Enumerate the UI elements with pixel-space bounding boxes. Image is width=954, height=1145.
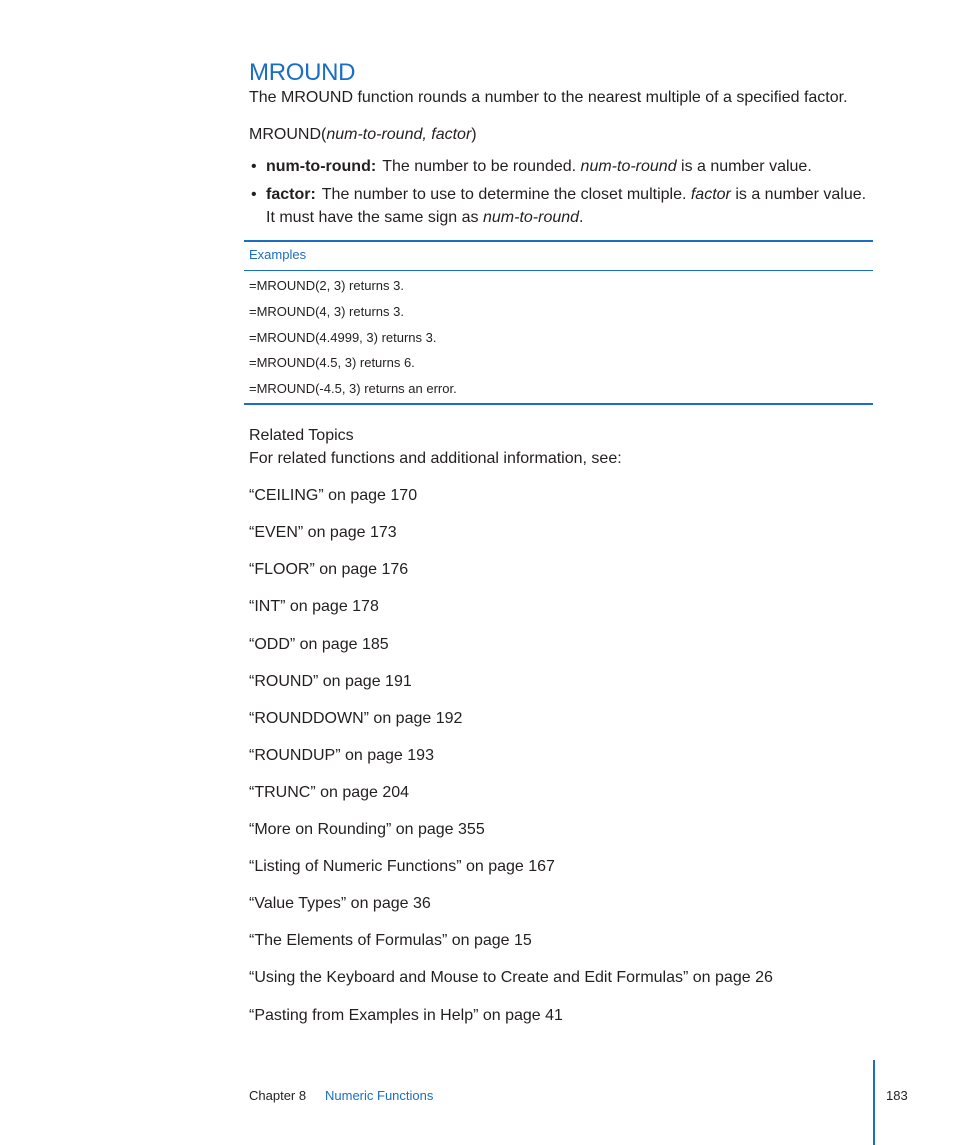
argument-list (249, 155, 869, 234)
argument-term: num-to-round: (266, 158, 377, 175)
examples-table (244, 240, 873, 405)
related-link-keyboard-mouse-formulas[interactable]: “Using the Keyboard and Mouse to Create and Edit Formulas” on page 26 (249, 969, 773, 986)
related-topics-intro: For related functions and additional information, see: (249, 450, 622, 467)
argument-italic-2: num-to-round (483, 209, 580, 226)
related-link-int[interactable]: “INT” on page 178 (249, 598, 379, 615)
footer-divider (873, 1060, 875, 1145)
related-link-odd[interactable]: “ODD” on page 185 (249, 636, 389, 653)
example-row: =MROUND(4, 3) returns 3. (249, 304, 404, 319)
argument-item-factor (249, 183, 869, 229)
related-link-round[interactable]: “ROUND” on page 191 (249, 673, 412, 690)
related-link-ceiling[interactable]: “CEILING” on page 170 (249, 487, 418, 504)
argument-italic: factor (690, 186, 731, 203)
argument-description-middle: is a number value. It must have the same sign as (266, 186, 867, 226)
syntax-arguments: num-to-round, factor (326, 126, 472, 143)
syntax-open-paren: ( (321, 126, 327, 143)
examples-header: Examples (249, 247, 307, 262)
example-row: =MROUND(4.5, 3) returns 6. (249, 355, 415, 370)
syntax-function-name: MROUND (249, 126, 321, 143)
examples-divider (244, 270, 873, 271)
page-number: 183 (886, 1088, 908, 1103)
related-link-floor[interactable]: “FLOOR” on page 176 (249, 561, 409, 578)
function-description: The MROUND function rounds a number to the nearest multiple of a specified factor. (249, 89, 848, 106)
syntax-close-paren: ) (471, 126, 477, 143)
bullet-icon: • (251, 186, 257, 203)
related-topics-heading: Related Topics (249, 427, 354, 444)
related-link-even[interactable]: “EVEN” on page 173 (249, 524, 397, 541)
footer-section-link[interactable]: Numeric Functions (325, 1088, 434, 1103)
related-link-roundup[interactable]: “ROUNDUP” on page 193 (249, 747, 434, 764)
example-row: =MROUND(-4.5, 3) returns an error. (249, 381, 457, 396)
argument-description-end: is a number value. (676, 158, 812, 175)
argument-italic: num-to-round (580, 158, 677, 175)
footer-chapter-label: Chapter 8 (249, 1088, 307, 1103)
related-link-trunc[interactable]: “TRUNC” on page 204 (249, 784, 410, 801)
related-link-listing-numeric-functions[interactable]: “Listing of Numeric Functions” on page 167 (249, 858, 555, 875)
page-title: MROUND (249, 59, 356, 86)
argument-term: factor: (266, 186, 316, 203)
argument-description: The number to use to determine the closet multiple. (321, 186, 691, 203)
argument-description-end: . (579, 209, 584, 226)
argument-item-num-to-round (249, 155, 869, 178)
related-link-value-types[interactable]: “Value Types” on page 36 (249, 895, 431, 912)
argument-description: The number to be rounded. (382, 158, 581, 175)
related-link-more-on-rounding[interactable]: “More on Rounding” on page 355 (249, 821, 485, 838)
function-syntax (249, 125, 477, 145)
example-row: =MROUND(4.4999, 3) returns 3. (249, 330, 437, 345)
related-link-rounddown[interactable]: “ROUNDDOWN” on page 192 (249, 710, 463, 727)
example-row: =MROUND(2, 3) returns 3. (249, 278, 404, 293)
bullet-icon: • (251, 158, 257, 175)
related-link-pasting-examples[interactable]: “Pasting from Examples in Help” on page 41 (249, 1007, 563, 1024)
related-link-elements-of-formulas[interactable]: “The Elements of Formulas” on page 15 (249, 932, 532, 949)
